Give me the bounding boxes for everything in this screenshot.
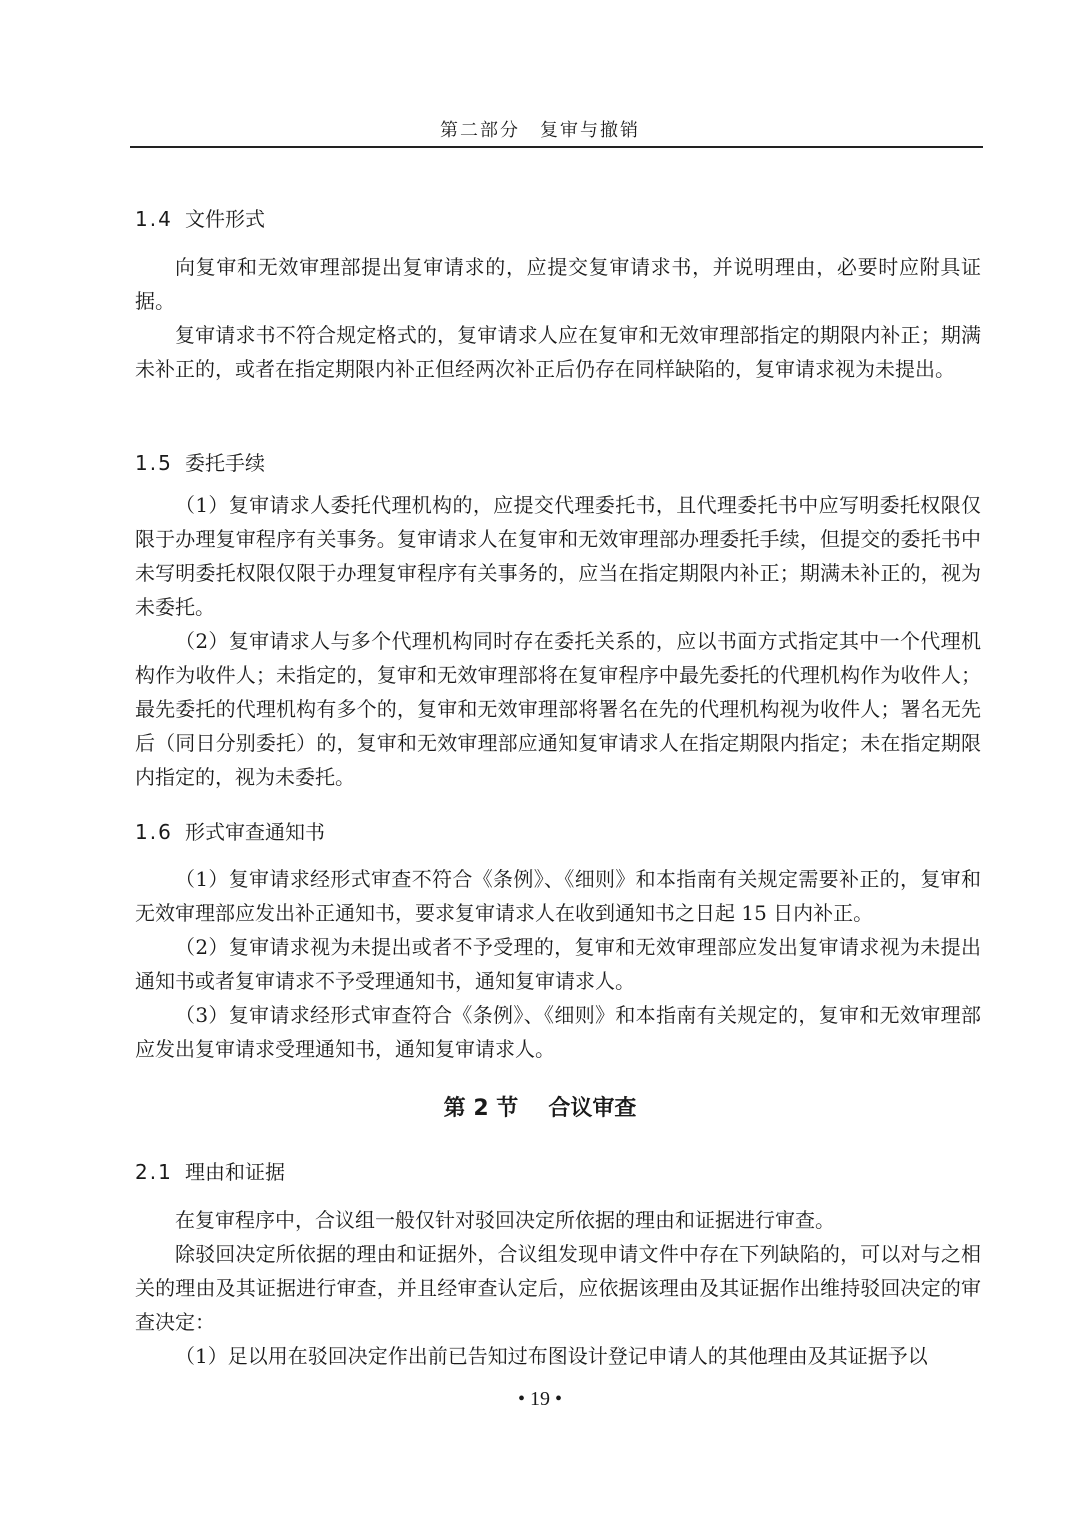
chapter-name: 合议审查 xyxy=(548,1096,637,1121)
section-heading-1-4 xyxy=(135,205,265,233)
section-title: 文件形式 xyxy=(185,207,265,231)
chapter-title xyxy=(0,1093,1080,1125)
paragraph: 在复审程序中，合议组一般仅针对驳回决定所依据的理由和证据进行审查。 xyxy=(175,1208,835,1232)
paragraph: （2）复审请求视为未提出或者不予受理的，复审和无效审理部应发出复审请求视为未提出通知书或者复审请求不予受理通知书，通知复审请求人。 xyxy=(135,935,981,993)
section-heading-1-6 xyxy=(135,818,325,846)
running-header: 第二部分 复审与撤销 xyxy=(440,120,640,141)
page-number: • 19 • xyxy=(517,1388,562,1410)
paragraph: （3）复审请求经形式审查符合《条例》、《细则》和本指南有关规定的，复审和无效审理部应发出复审请求受理通知书，通知复审请求人。 xyxy=(135,1003,981,1061)
section-title: 委托手续 xyxy=(185,451,265,475)
section-heading-2-1 xyxy=(135,1158,285,1186)
paragraph: （2）复审请求人与多个代理机构同时存在委托关系的，应以书面方式指定其中一个代理机构作为收件人；未指定的，复审和无效审理部将在复审程序中最先委托的代理机构作为收件人；最先委托的代理机构有多个的，复审和无效审理部将署名在先的代理机构视为收件人；署名无先后（同日分别委托）的，复审和无效审理部应通知复审请求人在指定期限内指定；未在指定期限内指定的，视为未委托。 xyxy=(135,629,981,789)
chapter-label: 第 2 节 xyxy=(443,1096,519,1121)
paragraph: （1）复审请求人委托代理机构的，应提交代理委托书，且代理委托书中应写明委托权限仅限于办理复审程序有关事务。复审请求人在复审和无效审理部办理委托手续，但提交的委托书中未写明委托权限仅限于办理复审程序有关事务的，应当在指定期限内补正；期满未补正的，视为未委托。 xyxy=(135,493,981,619)
section-title: 形式审查通知书 xyxy=(185,820,325,844)
section-number: 1.6 xyxy=(135,820,173,844)
section-body-2-1 xyxy=(135,1203,981,1373)
section-title: 理由和证据 xyxy=(185,1160,285,1184)
paragraph: （1）足以用在驳回决定作出前已告知过布图设计登记申请人的其他理由及其证据予以 xyxy=(175,1344,928,1368)
section-number: 1.5 xyxy=(135,451,173,475)
header-rule xyxy=(130,146,983,148)
section-body-1-6 xyxy=(135,862,981,1066)
paragraph: 向复审和无效审理部提出复审请求的，应提交复审请求书，并说明理由，必要时应附具证据。 xyxy=(135,255,981,313)
section-number: 2.1 xyxy=(135,1160,173,1184)
section-body-1-5 xyxy=(135,488,981,794)
section-body-1-4 xyxy=(135,250,981,386)
section-number: 1.4 xyxy=(135,207,173,231)
paragraph: 除驳回决定所依据的理由和证据外，合议组发现申请文件中存在下列缺陷的，可以对与之相关的理由及其证据进行审查，并且经审查认定后，应依据该理由及其证据作出维持驳回决定的审查决定： xyxy=(135,1242,981,1334)
paragraph: 复审请求书不符合规定格式的，复审请求人应在复审和无效审理部指定的期限内补正；期满未补正的，或者在指定期限内补正但经两次补正后仍存在同样缺陷的，复审请求视为未提出。 xyxy=(135,323,981,381)
paragraph: （1）复审请求经形式审查不符合《条例》、《细则》和本指南有关规定需要补正的，复审和无效审理部应发出补正通知书，要求复审请求人在收到通知书之日起 15 日内补正。 xyxy=(135,867,981,925)
section-heading-1-5 xyxy=(135,449,265,477)
